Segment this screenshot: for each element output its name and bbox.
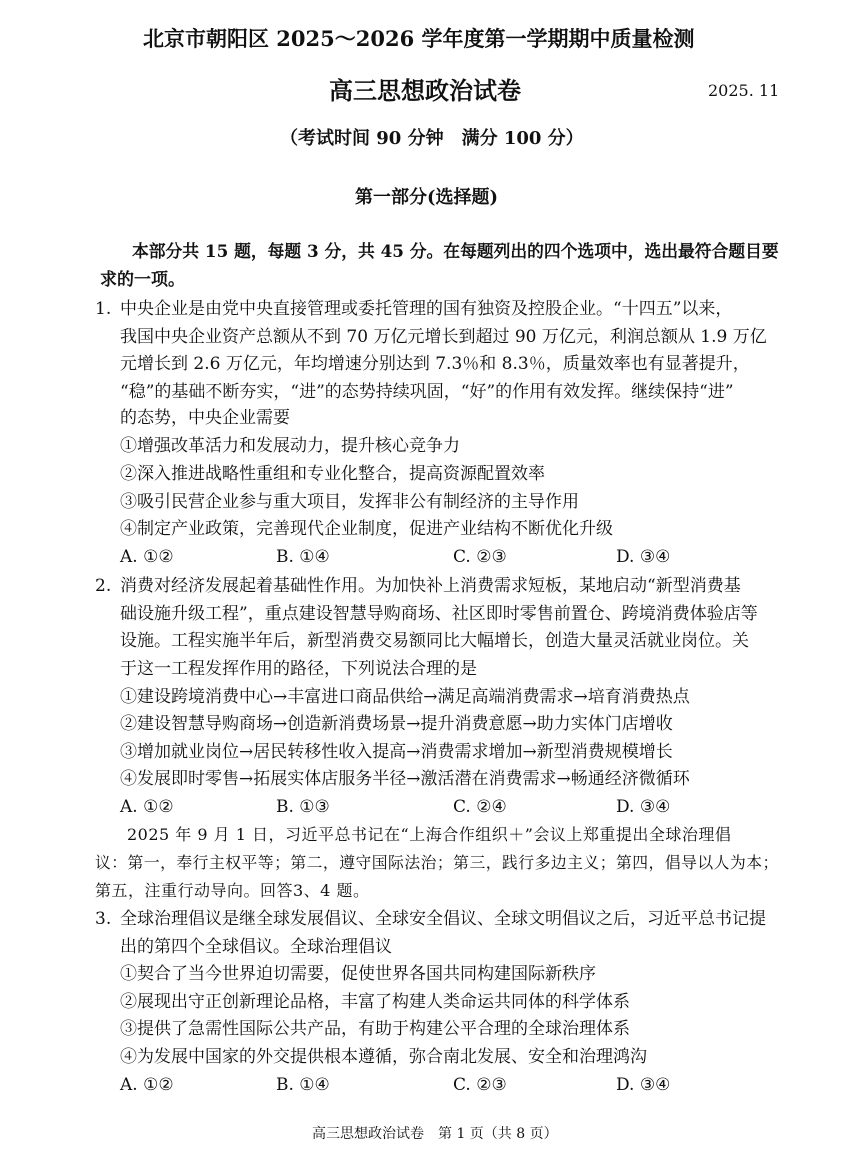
question-number: 1. — [95, 299, 112, 319]
passage-line: 2025 年 9 月 1 日，习近平总书记在“上海合作组织＋”会议上郑重提出全球治理倡 — [127, 825, 732, 844]
option-b: B. ①④ — [276, 547, 330, 567]
option-b: B. ①③ — [276, 797, 330, 817]
statement-item: ②建设智慧导购商场→创造新消费场景→提升消费意愿→助力实体门店增收 — [120, 714, 673, 734]
statement-item: ②深入推进战略性重组和专业化整合，提高资源配置效率 — [120, 464, 545, 484]
section-title: 第一部分(选择题) — [355, 187, 499, 208]
option-d: D. ③④ — [616, 547, 671, 567]
statement-item: ③增加就业岗位→居民转移性收入提高→消费需求增加→新型消费规模增长 — [120, 742, 673, 762]
question-stem-line: 础设施升级工程”，重点建设智慧导购商场、社区即时零售前置仓、跨境消费体验店等 — [120, 604, 758, 624]
paper-title: 高三思想政治试卷 — [329, 76, 521, 105]
instructions-line: 求的一项。 — [100, 270, 185, 290]
question-stem-line: 中央企业是由党中央直接管理或委托管理的国有独资及控股企业。“十四五”以来， — [120, 299, 733, 319]
question-number: 3. — [95, 909, 112, 929]
question-stem-line: 于这一工程发挥作用的路径，下列说法合理的是 — [120, 659, 477, 679]
question-stem-line: 我国中央企业资产总额从不到 70 万亿元增长到超过 90 万亿元，利润总额从 1.9 万亿 — [120, 327, 767, 347]
exam-date: 2025. 11 — [708, 81, 780, 100]
question-stem-line: 设施。工程实施半年后，新型消费交易额同比大幅增长，创造大量灵活就业岗位。关 — [120, 631, 749, 651]
question-stem-line: 消费对经济发展起着基础性作用。为加快补上消费需求短板，某地启动“新型消费基 — [120, 576, 741, 596]
statement-item: ③提供了急需性国际公共产品，有助于构建公平合理的全球治理体系 — [120, 1019, 630, 1039]
question-stem-line: 元增长到 2.6 万亿元，年均增速分别达到 7.3％和 8.3％，质量效率也有显著提升， — [120, 354, 750, 374]
option-a: A. ①② — [120, 547, 174, 567]
passage-line: 议：第一，奉行主权平等；第二，遵守国际法治；第三，践行多边主义；第四，倡导以人为本； — [95, 853, 779, 872]
option-c: C. ②④ — [453, 797, 507, 817]
exam-heading: 北京市朝阳区 2025～2026 学年度第一学期期中质量检测 — [143, 26, 695, 51]
option-c: C. ②③ — [453, 1075, 507, 1095]
page-footer: 高三思想政治试卷 第 1 页（共 8 页） — [312, 1126, 558, 1142]
statement-item: ③吸引民营企业参与重大项目，发挥非公有制经济的主导作用 — [120, 492, 579, 512]
option-a: A. ①② — [120, 797, 174, 817]
option-d: D. ③④ — [616, 797, 671, 817]
statement-item: ①契合了当今世界迫切需要，促使世界各国共同构建国际新秩序 — [120, 964, 596, 984]
question-stem-line: 的态势，中央企业需要 — [120, 408, 290, 428]
question-stem-line: 全球治理倡议是继全球发展倡议、全球安全倡议、全球文明倡议之后，习近平总书记提 — [120, 909, 766, 929]
statement-item: ①增强改革活力和发展动力，提升核心竞争力 — [120, 436, 460, 456]
option-c: C. ②③ — [453, 547, 507, 567]
statement-item: ④为发展中国家的外交提供根本遵循，弥合南北发展、安全和治理鸿沟 — [120, 1047, 647, 1067]
exam-info: （考试时间 90 分钟 满分 100 分） — [280, 128, 584, 149]
question-stem-line: “稳”的基础不断夯实，“进”的态势持续巩固，“好”的作用有效发挥。继续保持“进” — [120, 382, 734, 402]
statement-item: ④发展即时零售→拓展实体店服务半径→激活潜在消费需求→畅通经济微循环 — [120, 769, 690, 789]
question-stem-line: 出的第四个全球倡议。全球治理倡议 — [120, 937, 392, 957]
passage-line: 第五，注重行动导向。回答3、4 题。 — [95, 881, 370, 900]
option-a: A. ①② — [120, 1075, 174, 1095]
option-d: D. ③④ — [616, 1075, 671, 1095]
question-number: 2. — [95, 576, 112, 596]
instructions-line: 本部分共 15 题，每题 3 分，共 45 分。在每题列出的四个选项中，选出最符合题目要 — [132, 241, 779, 261]
statement-item: ①建设跨境消费中心→丰富进口商品供给→满足高端消费需求→培育消费热点 — [120, 687, 690, 707]
statement-item: ②展现出守正创新理论品格，丰富了构建人类命运共同体的科学体系 — [120, 992, 630, 1012]
statement-item: ④制定产业政策，完善现代企业制度，促进产业结构不断优化升级 — [120, 519, 613, 539]
option-b: B. ①④ — [276, 1075, 330, 1095]
